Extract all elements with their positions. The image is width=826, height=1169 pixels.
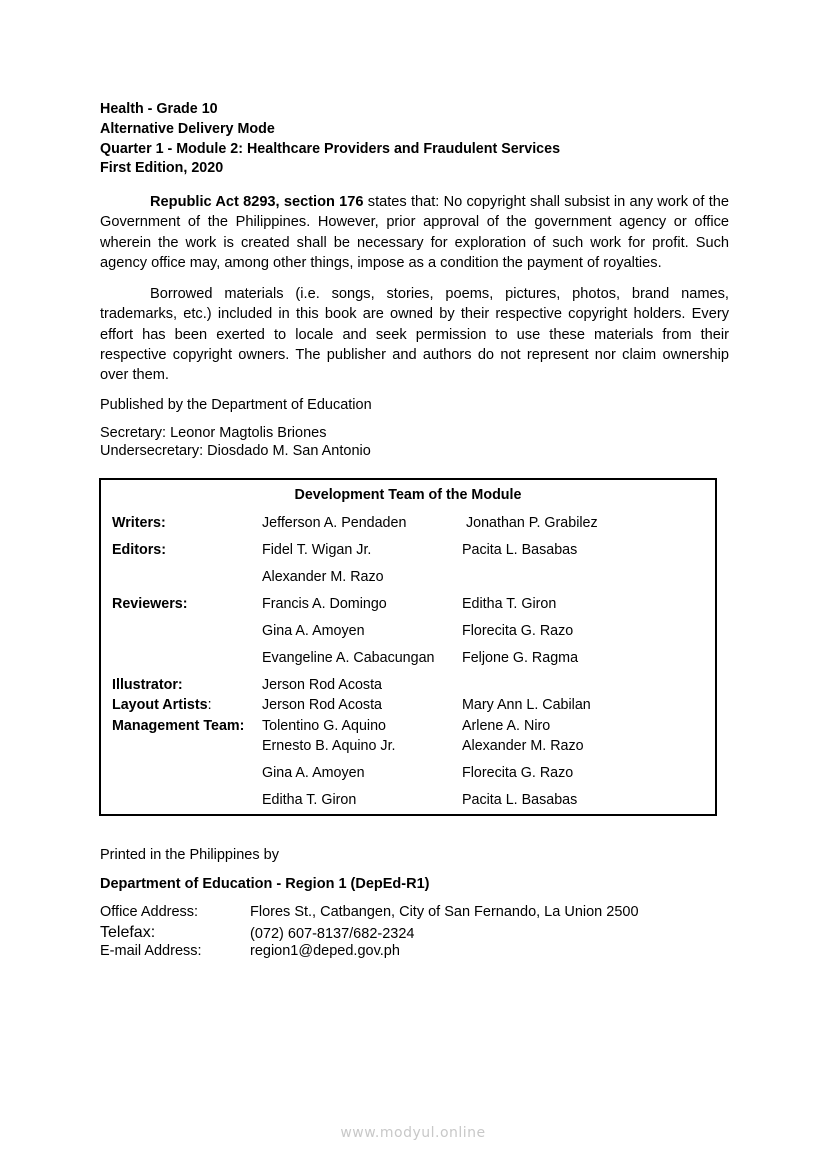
secretary: Secretary: Leonor Magtolis Briones — [100, 425, 327, 441]
team-role: Reviewers: — [112, 596, 188, 612]
team-member: Arlene A. Niro — [462, 718, 551, 734]
team-member: Editha T. Giron — [462, 596, 557, 612]
contact-value[interactable]: region1@deped.gov.ph — [250, 943, 400, 959]
team-member: Ernesto B. Aquino Jr. — [262, 738, 396, 754]
team-member: Mary Ann L. Cabilan — [462, 697, 591, 713]
watermark: www.modyul.online — [340, 1125, 486, 1141]
team-member: Florecita G. Razo — [462, 623, 574, 639]
copyright-lead: Republic Act 8293, section 176 — [150, 194, 364, 210]
team-row — [101, 650, 715, 668]
team-member: Fidel T. Wigan Jr. — [262, 542, 372, 558]
borrowed-paragraph — [100, 284, 729, 385]
team-row — [101, 792, 715, 810]
team-row — [101, 623, 715, 641]
printer-org: Department of Education - Region 1 (DepEd-R1) — [100, 876, 430, 892]
team-row — [101, 765, 715, 783]
undersecretary: Undersecretary: Diosdado M. San Antonio — [100, 443, 371, 459]
team-row — [101, 569, 715, 587]
team-row — [101, 542, 715, 560]
team-member: Tolentino G. Aquino — [262, 718, 386, 734]
team-role: Layout Artists: — [112, 697, 212, 713]
team-role: Management Team: — [112, 718, 245, 734]
team-row — [101, 596, 715, 614]
header-edition: First Edition, 2020 — [100, 160, 224, 176]
team-row — [101, 677, 715, 695]
team-role: Writers: — [112, 515, 166, 531]
team-member: Jefferson A. Pendaden — [262, 515, 407, 531]
team-member: Gina A. Amoyen — [262, 765, 365, 781]
team-member: Florecita G. Razo — [462, 765, 574, 781]
team-member: Alexander M. Razo — [262, 569, 384, 585]
team-member: Alexander M. Razo — [462, 738, 584, 754]
team-row — [101, 515, 715, 533]
published-by: Published by the Department of Education — [100, 397, 372, 413]
team-member: Pacita L. Basabas — [462, 542, 578, 558]
team-row — [101, 718, 715, 736]
contact-label: E-mail Address: — [100, 943, 202, 959]
team-row — [101, 697, 715, 715]
team-member: Francis A. Domingo — [262, 596, 387, 612]
team-title: Development Team of the Module — [294, 487, 522, 503]
team-member: Pacita L. Basabas — [462, 792, 578, 808]
contact-value: Flores St., Catbangen, City of San Fernando, La Union 2500 — [250, 904, 639, 920]
printed-in: Printed in the Philippines by — [100, 847, 279, 863]
team-member: Editha T. Giron — [262, 792, 357, 808]
team-role: Illustrator: — [112, 677, 183, 693]
copyright-text: states that: No copyright shall subsist in any work of the Government of the Philippines. However, prior approval of the government agency or office wherein the work is created shall be necessary for exploration of such work for profit. Such agency office may, among other things, impose as a condition the payment of royalties. — [100, 194, 729, 271]
team-member: Gina A. Amoyen — [262, 623, 365, 639]
header-module: Quarter 1 - Module 2: Healthcare Providers and Fraudulent Services — [100, 141, 561, 157]
header-mode: Alternative Delivery Mode — [100, 121, 275, 137]
team-row — [101, 738, 715, 756]
team-member: Evangeline A. Cabacungan — [262, 650, 435, 666]
team-member: Jonathan P. Grabilez — [462, 515, 598, 531]
team-role: Editors: — [112, 542, 167, 558]
contact-label: Office Address: — [100, 904, 199, 920]
contact-value: (072) 607-8137/682-2324 — [250, 926, 415, 942]
team-member: Jerson Rod Acosta — [262, 677, 383, 693]
borrowed-text: Borrowed materials (i.e. songs, stories, poems, pictures, photos, brand names, trademarks, etc.) included in this book are owned by their respective copyright holders. Every effort has been exerted to locale and seek permission to use these materials from their respective copyright owners. The publisher and authors do not represent nor claim ownership over them. — [100, 286, 729, 384]
header-subject: Health - Grade 10 — [100, 101, 218, 117]
copyright-paragraph — [100, 192, 729, 273]
development-team-box — [99, 478, 717, 816]
team-member: Jerson Rod Acosta — [262, 697, 383, 713]
team-member: Feljone G. Ragma — [462, 650, 579, 666]
contact-label: Telefax: — [100, 924, 156, 941]
